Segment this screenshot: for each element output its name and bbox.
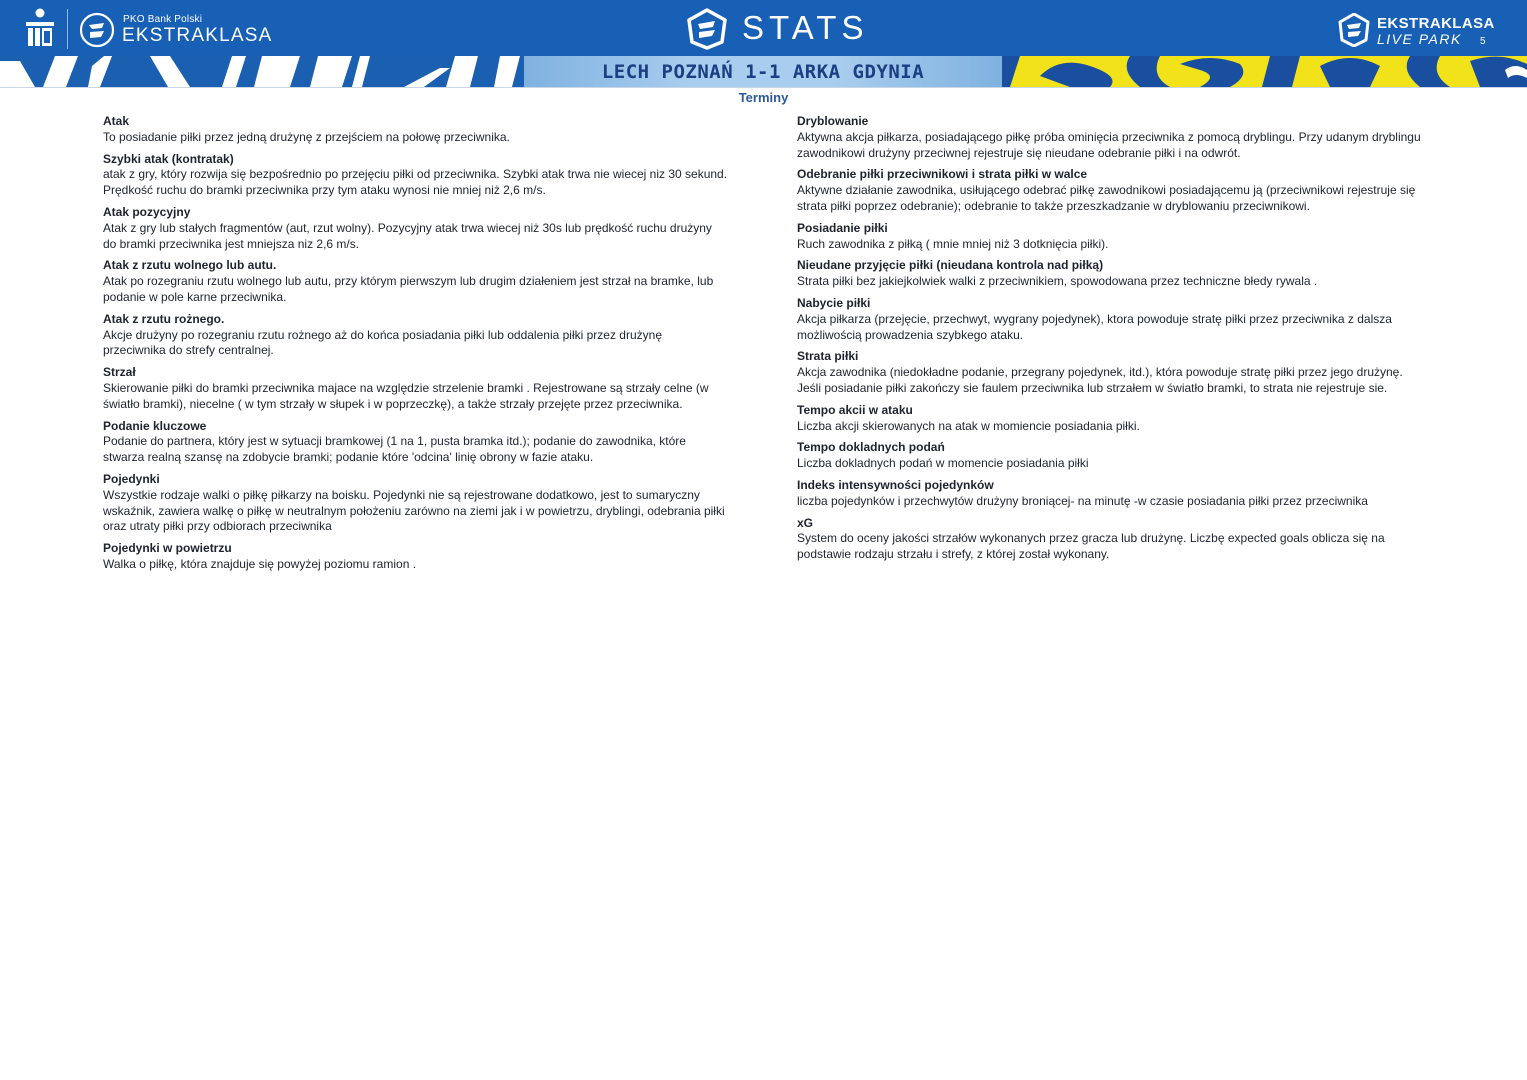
term-name: Strata piłki bbox=[797, 349, 859, 364]
term-item bbox=[103, 258, 728, 305]
term-definition: liczba pojedynków i przechwytów drużyny broniącej- na minutę -w czasie posiadania piłki przez przeciwnika bbox=[797, 493, 1368, 508]
term-item bbox=[797, 221, 1422, 253]
term-item bbox=[103, 541, 728, 573]
term-definition: Walka o piłkę, która znajduje się powyżej poziomu ramion . bbox=[103, 556, 417, 571]
term-item bbox=[797, 167, 1422, 214]
term-item bbox=[103, 312, 728, 359]
term-definition: Atak z gry lub stałych fragmentów (aut, rzut wolny). Pozycyjny atak trwa wiecej niż 30s lub prędkość ruchu drużyny do bramki przeciwnika jest mniejsza niz 2,6 m/s. bbox=[103, 220, 712, 251]
pko-logo-icon bbox=[22, 6, 58, 50]
live-park-e-icon bbox=[1338, 13, 1370, 47]
ekstraklasa-badge-icon bbox=[80, 11, 114, 49]
term-item bbox=[103, 365, 728, 412]
term-name: Podanie kluczowe bbox=[103, 418, 207, 433]
term-definition: atak z gry, który rozwija się bezpośrednio po przejęciu piłki od przeciwnika. Szybki atak trwa nie wiecej niz 30 sekund. Prędkość ruchu do bramki przeciwnika przy tym ataku wynosi nie mniej niż 2,6 m/s. bbox=[103, 167, 728, 198]
term-name: Szybki atak (kontratak) bbox=[103, 151, 234, 166]
term-item bbox=[797, 258, 1422, 290]
brand-sponsor-text: PKO Bank Polski bbox=[123, 14, 203, 25]
term-definition: Strata piłki bez jakiejkolwiek walki z przeciwnikiem, spowodowana przez techniczne błedy rywala . bbox=[797, 274, 1318, 289]
term-item bbox=[797, 403, 1422, 435]
term-name: Nieudane przyjęcie piłki (nieudana kontrola nad piłką) bbox=[797, 258, 1104, 273]
term-name: Odebranie piłki przeciwnikowi i strata piłki w walce bbox=[797, 167, 1088, 182]
match-title-band bbox=[524, 56, 1002, 87]
term-item bbox=[797, 440, 1422, 472]
live-park-subtitle: LIVE PARK bbox=[1377, 31, 1462, 47]
term-item bbox=[103, 205, 728, 252]
term-item bbox=[797, 349, 1422, 396]
term-name: xG bbox=[797, 515, 814, 530]
term-item bbox=[103, 114, 728, 146]
term-item bbox=[103, 152, 728, 199]
term-name: Indeks intensywności pojedynków bbox=[797, 477, 994, 492]
stats-title: STATS bbox=[742, 9, 869, 46]
logo-divider bbox=[67, 9, 68, 49]
term-definition: Ruch zawodnika z piłką ( mnie mniej niż 3 dotknięcia piłki). bbox=[797, 236, 1109, 251]
live-park-title: EKSTRAKLASA bbox=[1377, 15, 1495, 32]
term-definition: Liczba akcji skierowanych na atak w momiencie posiadania piłki. bbox=[797, 418, 1140, 433]
term-name: Tempo dokladnych podań bbox=[797, 440, 945, 455]
match-title: LECH POZNAŃ 1-1 ARKA GDYNIA bbox=[601, 60, 925, 83]
header-bar bbox=[0, 0, 1527, 56]
header-divider bbox=[0, 87, 1527, 88]
terms-right-column bbox=[797, 114, 1422, 569]
brand-league-text: EKSTRAKLASA bbox=[122, 25, 273, 46]
page-number: 5 bbox=[1480, 36, 1486, 47]
term-name: Atak z rzutu rożnego. bbox=[103, 311, 225, 326]
term-item bbox=[103, 419, 728, 466]
term-item bbox=[797, 114, 1422, 161]
term-name: Atak z rzutu wolnego lub autu. bbox=[103, 258, 277, 273]
term-definition: Podanie do partnera, który jest w sytuacji bramkowej (1 na 1, pusta bramka itd.); podanie do zawodnika, które stwarza realną szansę na zdobycie bramki; podanie które 'odcina' linię obrony w fazie ataku. bbox=[103, 434, 686, 465]
term-definition: Atak po rozegraniu rzutu wolnego lub autu, przy którym pierwszym lub drugim działeniem jest strzał na bramke, lub podanie w pole karne przeciwnika. bbox=[103, 274, 714, 304]
term-definition: System do oceny jakości strzałów wykonanych przez gracza lub drużynę. Liczbę expected goals oblicza się na podstawie rodzaju strzału i strefy, z której został wykonany. bbox=[797, 531, 1385, 562]
term-name: Dryblowanie bbox=[797, 114, 869, 128]
terms-left-column bbox=[103, 114, 728, 579]
term-definition: Liczba dokladnych podań w momencie posiadania piłki bbox=[797, 456, 1089, 471]
term-name: Tempo akcii w ataku bbox=[797, 402, 913, 417]
term-definition: To posiadanie piłki przez jedną drużynę z przejściem na połowę przeciwnika. bbox=[103, 129, 510, 144]
term-definition: Akcja piłkarza (przejęcie, przechwyt, wygrany pojedynek), ktora powoduje stratę piłki przez przeciwnika z dalsza możliwością prowadzenia szybkego ataku. bbox=[797, 311, 1392, 342]
term-definition: Akcja zawodnika (niedokładne podanie, przegrany pojedynek, itd.), która powoduje stratę piłki przez jego drużynę. Jeśli posiadanie piłki zakończy sie faulem przeciwnika lub strzałem w światło bramki, to strata nie rejestruje sie. bbox=[797, 365, 1403, 395]
term-item bbox=[797, 516, 1422, 563]
term-name: Posiadanie piłki bbox=[797, 220, 888, 235]
term-definition: Aktywne działanie zawodnika, usiłującego odebrać piłkę zawodnikowi posiadającemu ją (przeciwnikowi rejestruje się strata piłki poprzez odebranie); odebranie to także przeszkadzanie w dryblowaniu przeciwnikowi. bbox=[797, 183, 1416, 213]
term-name: Pojedynki w powietrzu bbox=[103, 541, 232, 556]
term-definition: Aktywna akcja piłkarza, posiadającego piłkę próba ominięcia przeciwnika z pomocą dryblingu. Przy udanym dryblingu zawodnikowi drużyny przeciwnej rejestruje się nieudane odebranie piłki i na odwrót. bbox=[797, 129, 1421, 160]
term-definition: Skierowanie piłki do bramki przeciwnika majace na względzie strzelenie bramki . Rejestrowane są strzały celne (w światło bramki), niecelne ( w tym strzały w słupek i w poprzeczkę), a także strzały przejęte przez przeciwnika. bbox=[103, 380, 709, 411]
term-name: Atak pozycyjny bbox=[103, 204, 191, 219]
section-title: Terminy bbox=[738, 90, 789, 105]
term-item bbox=[797, 478, 1422, 510]
term-item bbox=[103, 472, 728, 535]
term-name: Atak bbox=[103, 114, 130, 128]
term-name: Nabycie piłki bbox=[797, 295, 871, 310]
term-definition: Wszystkie rodzaje walki o piłkę piłkarzy na boisku. Pojedynki nie są rejestrowane dodatkowo, jest to sumaryczny wskaźnik, zawiera walkę o piłkę w neutralnym położeniu zarówno na ziemi jak i w powietrzu, dryblingi, odebrania piłki oraz utraty piłki przy odbiorach przeciwnika bbox=[103, 487, 725, 534]
stats-e-icon bbox=[686, 8, 728, 50]
term-name: Pojedynki bbox=[103, 471, 160, 486]
term-name: Strzał bbox=[103, 365, 136, 380]
term-item bbox=[797, 296, 1422, 343]
term-definition: Akcje drużyny po rozegraniu rzutu rożnego aż do końca posiadania piłki lub oddalenia piłki przez drużynę przeciwnika do strefy centralnej. bbox=[103, 327, 662, 358]
